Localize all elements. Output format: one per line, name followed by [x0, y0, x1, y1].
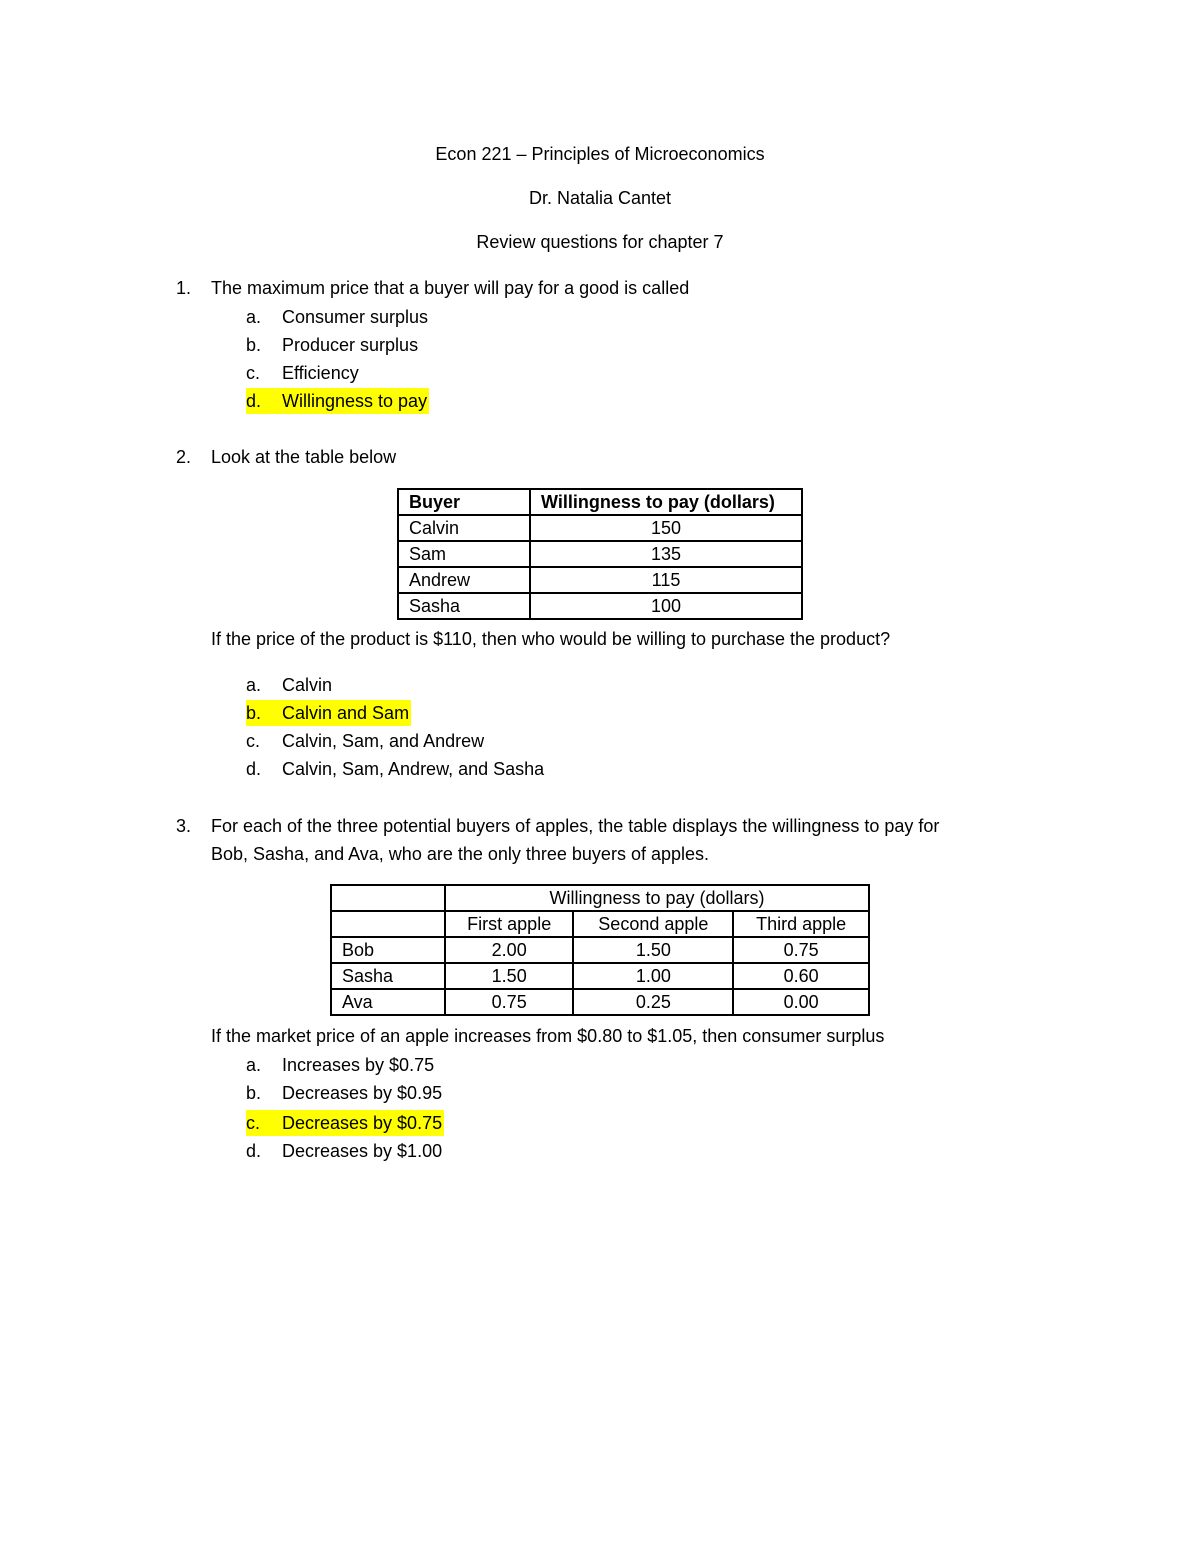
table-cell: 0.60 — [733, 963, 869, 989]
question-2-option-b-highlighted — [246, 700, 411, 726]
table-header-row — [331, 911, 869, 937]
table-cell: 1.00 — [573, 963, 733, 989]
table-cell: 1.50 — [573, 937, 733, 963]
table-cell: Sam — [398, 541, 530, 567]
table-cell: 2.00 — [445, 937, 573, 963]
option-text: Efficiency — [282, 363, 359, 383]
question-2-followup: If the price of the product is $110, then who would be willing to purchase the product? — [211, 629, 891, 649]
option-text: Decreases by $0.75 — [282, 1113, 443, 1133]
option-letter: d. — [246, 759, 262, 779]
option-letter: c. — [246, 363, 261, 383]
table-row — [398, 541, 802, 567]
table-row — [398, 515, 802, 541]
option-letter: b. — [246, 1083, 262, 1103]
table-header-row — [398, 489, 802, 515]
option-text: Calvin, Sam, Andrew, and Sasha — [282, 759, 545, 779]
option-text: Producer surplus — [282, 335, 419, 355]
question-3-text-line-1: For each of the three potential buyers of apples, the table displays the willingness to pay for — [211, 816, 940, 836]
table-cell: 115 — [530, 567, 802, 593]
option-letter: a. — [246, 675, 262, 695]
table-header-cell: First apple — [445, 911, 573, 937]
table-header-cell: Buyer — [398, 489, 530, 515]
option-letter: d. — [246, 1141, 262, 1161]
table-cell: 135 — [530, 541, 802, 567]
table-row — [331, 963, 869, 989]
question-2-option-d — [246, 756, 544, 782]
option-letter: b. — [246, 335, 262, 355]
table-row — [331, 989, 869, 1015]
table-row — [398, 593, 802, 619]
apple-wtp-table — [330, 884, 870, 1016]
question-3-option-c-highlighted — [246, 1110, 444, 1136]
table-empty-cell — [331, 911, 445, 937]
option-text: Calvin and Sam — [282, 703, 410, 723]
table-header-cell: Willingness to pay (dollars) — [530, 489, 802, 515]
table-cell: 100 — [530, 593, 802, 619]
buyer-wtp-table — [397, 488, 803, 620]
option-text: Consumer surplus — [282, 307, 429, 327]
question-2-text: Look at the table below — [211, 447, 397, 467]
table-cell: 150 — [530, 515, 802, 541]
option-letter: c. — [246, 731, 261, 751]
option-text: Decreases by $1.00 — [282, 1141, 443, 1161]
option-letter: c. — [246, 1113, 261, 1133]
option-text: Calvin — [282, 675, 333, 695]
question-2-number: 2. — [176, 447, 192, 467]
table-group-header: Willingness to pay (dollars) — [445, 885, 869, 911]
option-text: Decreases by $0.95 — [282, 1083, 443, 1103]
instructor-name: Dr. Natalia Cantet — [528, 188, 672, 208]
option-letter: a. — [246, 307, 262, 327]
question-3-text-line-2: Bob, Sasha, and Ava, who are the only three buyers of apples. — [211, 844, 709, 864]
table-header-cell: Third apple — [733, 911, 869, 937]
table-group-header-row — [331, 885, 869, 911]
table-cell: 0.25 — [573, 989, 733, 1015]
question-1-option-b — [246, 332, 418, 358]
option-text: Willingness to pay — [282, 391, 428, 411]
question-1-option-a — [246, 304, 428, 330]
table-cell: Calvin — [398, 515, 530, 541]
question-3-option-d — [246, 1138, 442, 1164]
question-3-number: 3. — [176, 816, 192, 836]
table-cell: 1.50 — [445, 963, 573, 989]
table-cell: Ava — [331, 989, 445, 1015]
table-empty-cell — [331, 885, 445, 911]
option-text: Increases by $0.75 — [282, 1055, 435, 1075]
table-cell: Sasha — [331, 963, 445, 989]
question-2-option-a — [246, 672, 332, 698]
table-cell: 0.75 — [733, 937, 869, 963]
table-header-cell: Second apple — [573, 911, 733, 937]
question-3-option-b — [246, 1080, 442, 1106]
option-letter: b. — [246, 703, 262, 723]
question-1-text: The maximum price that a buyer will pay for a good is called — [211, 278, 690, 298]
option-letter: a. — [246, 1055, 262, 1075]
question-1-option-d-highlighted — [246, 388, 429, 414]
document-subtitle: Review questions for chapter 7 — [476, 232, 724, 252]
table-cell: 0.75 — [445, 989, 573, 1015]
question-1-number: 1. — [176, 278, 192, 298]
table-row — [331, 937, 869, 963]
course-title: Econ 221 – Principles of Microeconomics — [435, 144, 765, 164]
table-row — [398, 567, 802, 593]
option-letter: d. — [246, 391, 262, 411]
question-3-followup: If the market price of an apple increases from $0.80 to $1.05, then consumer surplus — [211, 1026, 885, 1046]
question-1-option-c — [246, 360, 359, 386]
question-2-option-c — [246, 728, 484, 754]
question-3-option-a — [246, 1052, 434, 1078]
table-cell: Sasha — [398, 593, 530, 619]
table-cell: Bob — [331, 937, 445, 963]
option-text: Calvin, Sam, and Andrew — [282, 731, 485, 751]
table-cell: Andrew — [398, 567, 530, 593]
table-cell: 0.00 — [733, 989, 869, 1015]
